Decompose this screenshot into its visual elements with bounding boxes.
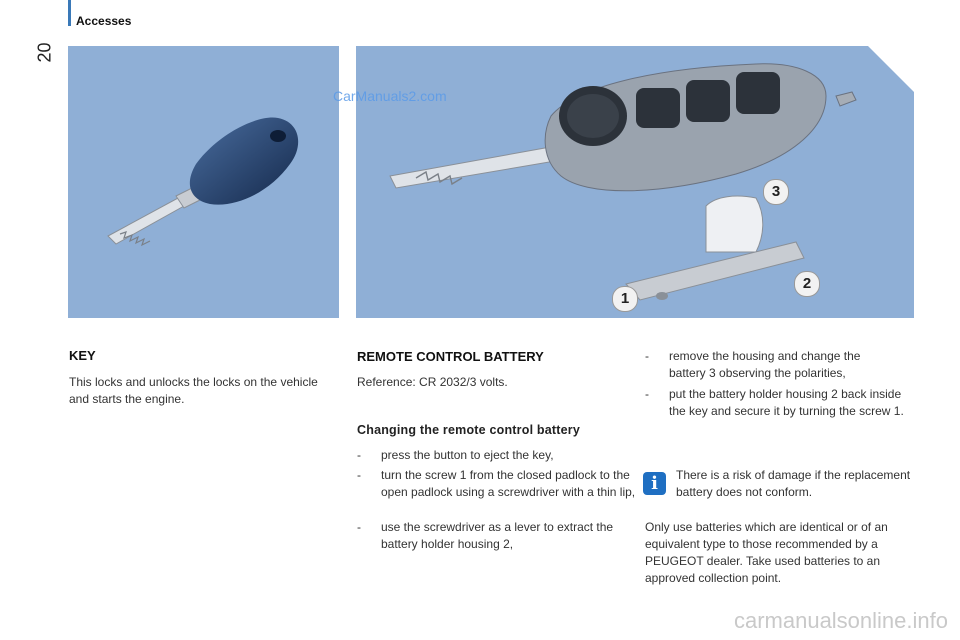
step-item [357,447,637,467]
step-item [357,467,637,521]
step-text: put the battery holder housing 2 back inside the key and secure it by turning the screw 1. [669,387,904,418]
callout-3: 3 [763,179,789,205]
footer-watermark: carmanualsonline.info [733,608,948,633]
battery-disposal-note: Only use batteries which are identical or of an equivalent type to those recommended by a PEUGEOT dealer. Take used batteries to an approved collection point. [645,520,888,585]
step-text: remove the housing and change the battery 3 observing the polarities, [669,349,861,380]
bullet-dash: - [357,468,361,482]
bullet-dash: - [357,448,361,462]
section-accent-bar [68,0,71,26]
key-heading: KEY [69,348,96,363]
info-note: There is a risk of damage if the replacement battery does not conform. [676,468,911,499]
page-number: 20 [34,42,55,63]
remote-battery-illustration [356,46,914,318]
section-title: Accesses [76,14,132,28]
bullet-dash: - [357,520,361,534]
key-illustration [68,46,339,318]
key-drawing [68,46,339,318]
remote-battery-heading: REMOTE CONTROL BATTERY [357,349,544,364]
callout-1: 1 [612,286,638,312]
step-item [357,519,637,555]
info-icon: i [643,472,666,495]
step-item [645,348,915,384]
bullet-dash: - [645,387,649,401]
callout-2: 2 [794,271,820,297]
key-description: This locks and unlocks the locks on the vehicle and starts the engine. [69,375,318,406]
battery-reference: Reference: CR 2032/3 volts. [357,375,508,389]
changing-battery-subheading: Changing the remote control battery [357,423,580,437]
remote-drawing [356,46,914,318]
step-text: use the screwdriver as a lever to extract the battery holder housing 2, [381,520,614,551]
step-text: press the button to eject the key, [381,448,554,462]
watermark-text: CarManuals2.com [333,88,447,104]
step-item [645,386,915,440]
step-text: turn the screw 1 from the closed padlock to the open padlock using a screwdriver with a thin lip, [381,468,636,499]
bullet-dash: - [645,349,649,363]
